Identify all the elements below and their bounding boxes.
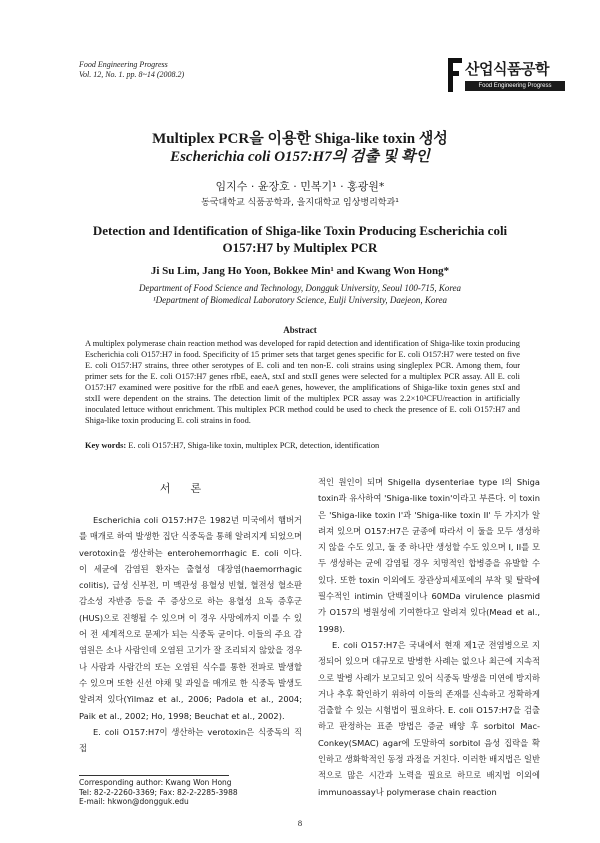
title-korean-line2: Escherichia coli O157:H7의 검출 및 확인 — [170, 149, 430, 165]
title-english-line1: Detection and Identification of Shiga-like Toxin Producing Escherichia coli — [92, 223, 508, 238]
body-paragraph: E. coli O157:H7은 국내에서 현재 제1군 전염병으로 지정되어 있으며 대규모로 발병한 사례는 없으나 최근에 지속적으로 발병 사례가 보고되고 있어 식중독 발생을 미연에 방지하거나 추후 확인하기 위하여 이들의 존재를 신속하고 정확하게 검출할 수 있는 시험법이 필요하다. E. coli O157:H7을 검출하고 판정하는 표준 방법은 증균 배양 후 sorbitol Mac-Conkey(SMAC) agar에 도말하여 sorbitol 음성 집락을 확인하고 생화학적인 동정 과정을 거친다. 이러한 배지법은 일반적으로 많은 시간과 노력을 필요로 하므로 배지법 이외에 immunoassay나 polymerase chain reaction — [318, 639, 540, 797]
body-paragraph: Escherichia coli O157:H7은 1982년 미국에서 햄버거를 매개로 하여 발생한 집단 식중독을 통해 알려지게 되었으며 verotoxin을 생산하는 enterohemorrhagic E. coli 이다. 이 세균에 감염된 환자는 출혈성 대장염(haemorrhagic colitis), 급성 신부전, 미 맥관성 용혈성 빈혈, 혈전성 혈소판 감소성 자반증 등을 주 증상으로 하는 용혈성 요독 증후군(HUS)으로 진행될 수 있으며 이 경우 사망에까지 이를 수 있어 전 세계적으로 문제가 되는 식중독 균이다. 이들의 주요 감염원은 소나 사람인데 오염된 고기가 잘 조리되지 않았을 경우나 사람과 사람간의 또는 오염된 식수를 통한 전파로 발생할 수 있으며 또한 신선 야채 및 과일을 매개로 한 식중독 발생도 알려져 있다(Yilmaz et al., 2006; Padola et al., 2004; Paik et al., 2002; Ho, 1998; Beuchat et al., 2002). — [79, 515, 302, 721]
title-korean-line1: Multiplex PCR을 이용한 Shiga-like toxin 생성 — [152, 131, 448, 147]
footnote-author: Corresponding author: Kwang Won Hong — [79, 778, 232, 787]
title-korean — [60, 130, 540, 166]
footnote-phone: Tel: 82-2-2260-3369; Fax: 82-2-2285-3988 — [79, 787, 238, 797]
footnote-divider — [79, 775, 229, 776]
title-english — [60, 222, 540, 256]
journal-volume: Vol. 12, No. 1. pp. 8~14 (2008.2) — [79, 70, 185, 79]
body-paragraph: E. coli O157:H7이 생산하는 verotoxin은 식중독의 직접 — [79, 726, 302, 754]
body-column-right — [318, 474, 540, 800]
body-column-left — [79, 512, 302, 756]
authors-english: Ji Su Lim, Jang Ho Yoon, Bokkee Min¹ and Kwang Won Hong* — [150, 265, 450, 277]
footnote-email: E-mail: hkwon@dongguk.edu — [79, 797, 189, 806]
abstract-text: A multiplex polymerase chain reaction method was developed for rapid detection and identification of Shiga-like toxin producing Escherichia coli O157:H7 in food. Specificity of 15 primer sets that target genes specific for E. coli O157:H7 were tested on five E. coli O157:H7 strains, three other serotypes of E. coli and ten non-E. coli strains using singleplex PCR. Among them, four primer sets for the E. coli O157:H7 genes rfbE, eaeA, stxI and stxII genes were selected for a multiplex PCR assay. All E. coli O157:H7 examined were positive for the rfbE and eaeA genes, however, the amplifications of Shiga-like toxin genes stxI and stxII were dependent on the strains. The detection limit of the multiplex PCR assay was 2.2×10³CFU/reaction in artificially inoculated lettuce without enrichment. This multiplex PCR method could be used to check the presence of E. coli O157:H7 and Shiga-like toxin producing E. coli strains in food. — [85, 339, 520, 425]
section-heading-introduction: 서론 — [159, 482, 222, 495]
page-number: 8 — [297, 818, 303, 828]
abstract-heading: Abstract — [283, 325, 317, 335]
keywords-label: Key words: — [85, 441, 127, 450]
body-paragraph: 적인 원인이 되며 Shigella dysenteriae type I의 Shiga toxin과 유사하여 'Shiga-like toxin'이라고 부른다. 이 toxin은 'Shiga-like toxin I'과 'Shiga-like toxin II' 두 가지가 알려져 있으며 O157:H7은 균종에 따라서 이 둘을 모두 생성하지 않을 수도 있고, 둘 중 하나만 생성할 수도 있으며 I, II를 모두 생성하는 균에 감염될 경우 치명적인 합병증을 유발할 수 있다. 또한 toxin 이외에도 장관상피세포에의 부착 및 탈락에 필수적인 intimin 단백질이나 60MDa virulence plasmid가 O157의 병원성에 기여한다고 알려져 있다(Mead et al., 1998). — [318, 477, 540, 634]
affiliation-english — [60, 282, 540, 306]
keywords — [85, 440, 520, 451]
logo-subtitle: Food Engineering Progress — [465, 81, 565, 91]
journal-logo — [448, 58, 564, 94]
affiliation-english-line2: ¹Department of Biomedical Laboratory Science, Eulji University, Daejeon, Korea — [152, 295, 448, 305]
title-english-line2: O157:H7 by Multiplex PCR — [222, 240, 378, 255]
affiliation-korean: 동국대학교 식품공학과, 을지대학교 임상병리학과¹ — [201, 198, 399, 208]
logo-mark-icon — [448, 58, 462, 92]
footnote — [79, 778, 238, 807]
journal-info — [79, 60, 184, 80]
keywords-text: E. coli O157:H7, Shiga-like toxin, multiplex PCR, detection, identification — [128, 441, 380, 450]
affiliation-english-line1: Department of Food Science and Technology, Dongguk University, Seoul 100-715, Korea — [138, 283, 462, 293]
journal-name: Food Engineering Progress — [79, 60, 168, 69]
authors-korean: 임지수 · 윤장호 · 민복기¹ · 홍광원* — [215, 180, 385, 193]
logo-title: 산업식품공학 — [465, 60, 549, 78]
